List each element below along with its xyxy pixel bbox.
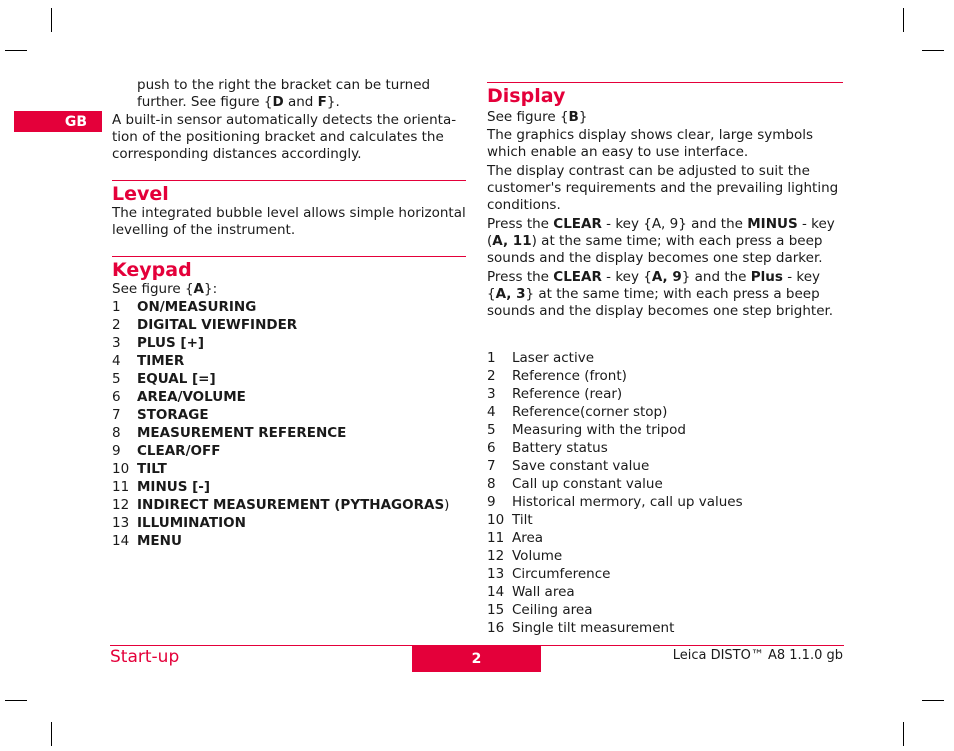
crop-mark-bottom-left-h	[5, 700, 27, 701]
list-item: 16 Single tilt measurement	[487, 620, 675, 636]
display-heading: Display	[487, 85, 566, 107]
language-tab: GB	[14, 111, 102, 132]
page-number: 2	[412, 646, 541, 672]
list-item: 4 Reference(corner stop)	[487, 404, 668, 420]
display-p4: Press the CLEAR - key {A, 9} and the Plus - key {A, 3} at the same time; with each press a beep sounds and the display becomes one step brighter.	[487, 269, 834, 319]
footer-product: Leica DISTO™ A8 1.1.0 gb	[672, 648, 843, 663]
crop-mark-bottom-right-h	[922, 700, 944, 701]
list-item: 15 Ceiling area	[487, 602, 593, 618]
list-item: 3 PLUS [+]	[112, 335, 205, 351]
list-item: 13 Circumference	[487, 566, 611, 582]
crop-mark-top-right	[903, 8, 904, 32]
list-item: 1 ON/MEASURING	[112, 299, 257, 315]
keypad-list	[112, 298, 466, 550]
list-item: 14 Wall area	[487, 584, 575, 600]
crop-mark-bottom-right	[903, 722, 904, 746]
list-item: 13 ILLUMINATION	[112, 515, 246, 531]
list-item: 5 EQUAL [=]	[112, 371, 216, 387]
display-see-figure: See figure {B}	[487, 109, 588, 125]
level-heading: Level	[112, 183, 169, 205]
keypad-heading: Keypad	[112, 259, 192, 281]
list-item: 2 DIGITAL VIEWFINDER	[112, 317, 298, 333]
list-item: 6 Battery status	[487, 440, 608, 456]
list-item: 5 Measuring with the tripod	[487, 422, 686, 438]
left-column	[112, 77, 466, 550]
list-item: 7 Save constant value	[487, 458, 650, 474]
list-item: 12 INDIRECT MEASUREMENT (PYTHAGORAS)	[112, 497, 450, 513]
list-item: 14 MENU	[112, 533, 182, 549]
display-p1: The graphics display shows clear, large symbols which enable an easy to use interface.	[487, 127, 814, 160]
list-item: 9 CLEAR/OFF	[112, 443, 221, 459]
intro-line-1: push to the right the bracket can be turned	[137, 77, 431, 93]
footer-section-title: Start-up	[110, 647, 180, 667]
list-item: 8 MEASUREMENT REFERENCE	[112, 425, 347, 441]
right-column	[487, 82, 843, 637]
list-item: 10 TILT	[112, 461, 167, 477]
list-item: 10 Tilt	[487, 512, 533, 528]
sensor-paragraph: A built-in sensor automatically detects the orienta-tion of the positioning bracket and calculates the corresponding distances accordingly.	[112, 112, 457, 162]
list-item: 4 TIMER	[112, 353, 185, 369]
intro-line-2: further. See figure {D and F}.	[137, 94, 340, 110]
list-item: 9 Historical mermory, call up values	[487, 494, 743, 510]
list-item: 11 MINUS [-]	[112, 479, 211, 495]
list-item: 7 STORAGE	[112, 407, 209, 423]
display-symbol-list	[487, 349, 843, 637]
list-item: 11 Area	[487, 530, 544, 546]
list-item: 6 AREA/VOLUME	[112, 389, 246, 405]
crop-mark-top-left-h	[5, 50, 27, 51]
list-item: 3 Reference (rear)	[487, 386, 623, 402]
crop-mark-top-left	[51, 8, 52, 32]
list-item: 2 Reference (front)	[487, 368, 627, 384]
display-p2: The display contrast can be adjusted to suit the customer's requirements and the prevailing lighting conditions.	[487, 163, 839, 213]
crop-mark-bottom-left	[51, 722, 52, 746]
list-item: 12 Volume	[487, 548, 563, 564]
list-item: 8 Call up constant value	[487, 476, 663, 492]
level-text: The integrated bubble level allows simple horizontal levelling of the instrument.	[112, 205, 466, 238]
list-item: 1 Laser active	[487, 350, 595, 366]
crop-mark-top-right-h	[922, 50, 944, 51]
keypad-see-figure: See figure {A}:	[112, 281, 218, 297]
display-p3: Press the CLEAR - key {A, 9} and the MINUS - key (A, 11) at the same time; with each press a beep sounds and the display becomes one step darker.	[487, 216, 835, 266]
